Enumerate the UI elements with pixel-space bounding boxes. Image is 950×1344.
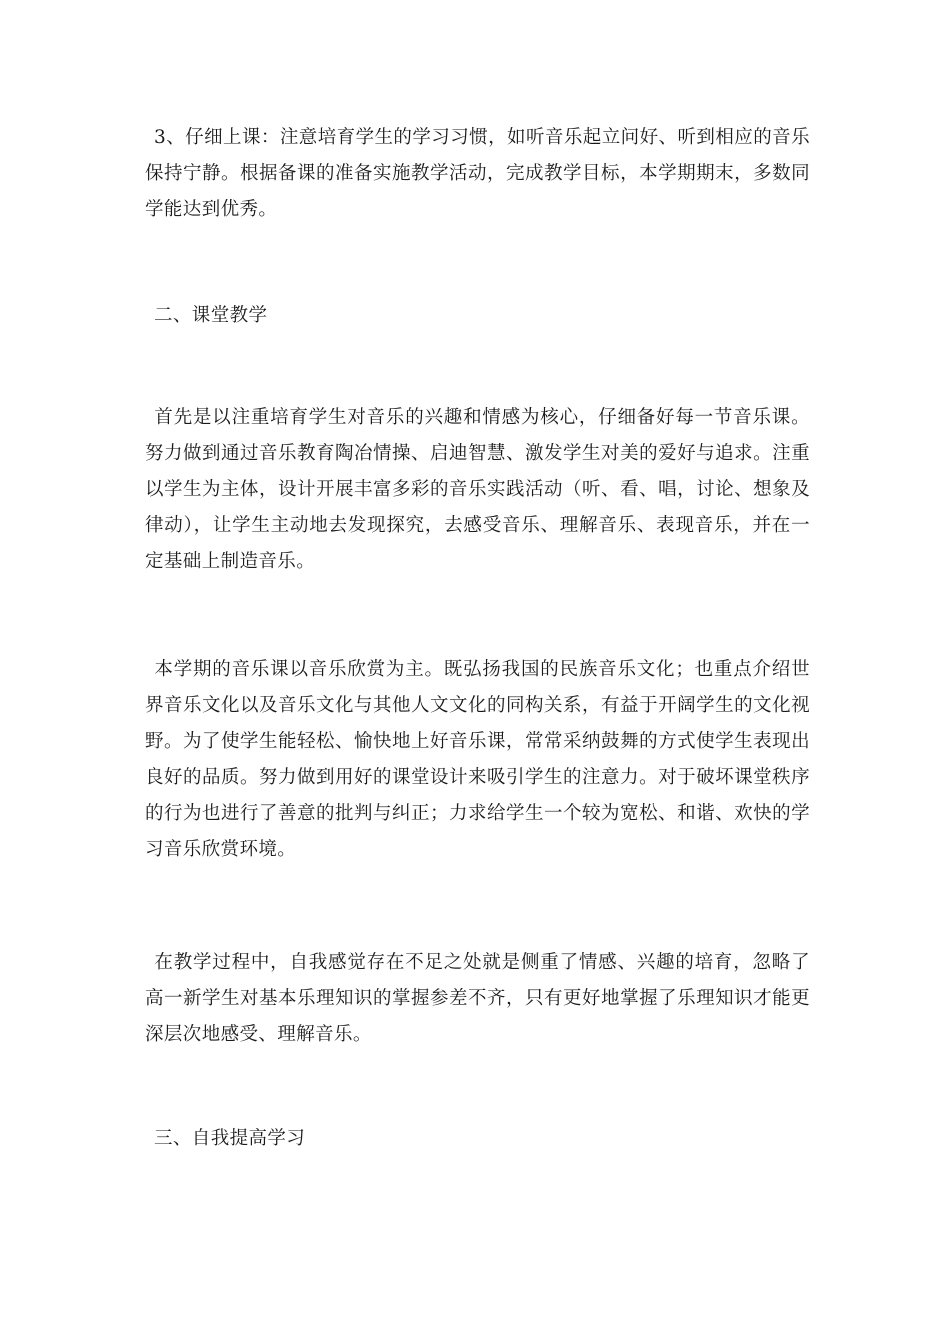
paragraph-interest-and-emotion [145,400,810,580]
paragraph-shortcomings [145,945,810,1053]
paragraph-text: 3、仔细上课：注意培育学生的学习习惯，如听音乐起立问好、听到相应的音乐保持宁静。根据备课的准备实施教学活动，完成教学目标，本学期期末，多数同学能达到优秀。 [145,127,810,220]
paragraph-text: 在教学过程中，自我感觉存在不足之处就是侧重了情感、兴趣的培育，忽略了高一新学生对基本乐理知识的掌握参差不齐，只有更好地掌握了乐理知识才能更深层次地感受、理解音乐。 [145,952,810,1045]
paragraph-careful-teaching [145,120,810,228]
section-heading-self-improvement [145,1121,305,1157]
paragraph-text: 首先是以注重培育学生对音乐的兴趣和情感为核心，仔细备好每一节音乐课。努力做到通过音乐教育陶冶情操、启迪智慧、激发学生对美的爱好与追求。注重以学生为主体，设计开展丰富多彩的音乐实践活动（听、看、唱，讨论、想象及律动），让学生主动地去发现探究，去感受音乐、理解音乐、表现音乐，并在一定基础上制造音乐。 [145,407,810,572]
paragraph-music-appreciation [145,652,810,868]
heading-text: 三、自我提高学习 [154,1128,306,1149]
heading-text: 二、课堂教学 [154,305,268,326]
paragraph-text: 本学期的音乐课以音乐欣赏为主。既弘扬我国的民族音乐文化；也重点介绍世界音乐文化以及音乐文化与其他人文文化的同构关系，有益于开阔学生的文化视野。为了使学生能轻松、愉快地上好音乐课，常常采纳鼓舞的方式使学生表现出良好的品质。努力做到用好的课堂设计来吸引学生的注意力。对于破坏课堂秩序的行为也进行了善意的批判与纠正；力求给学生一个较为宽松、和谐、欢快的学习音乐欣赏环境。 [145,659,810,860]
section-heading-classroom-teaching [145,298,267,334]
